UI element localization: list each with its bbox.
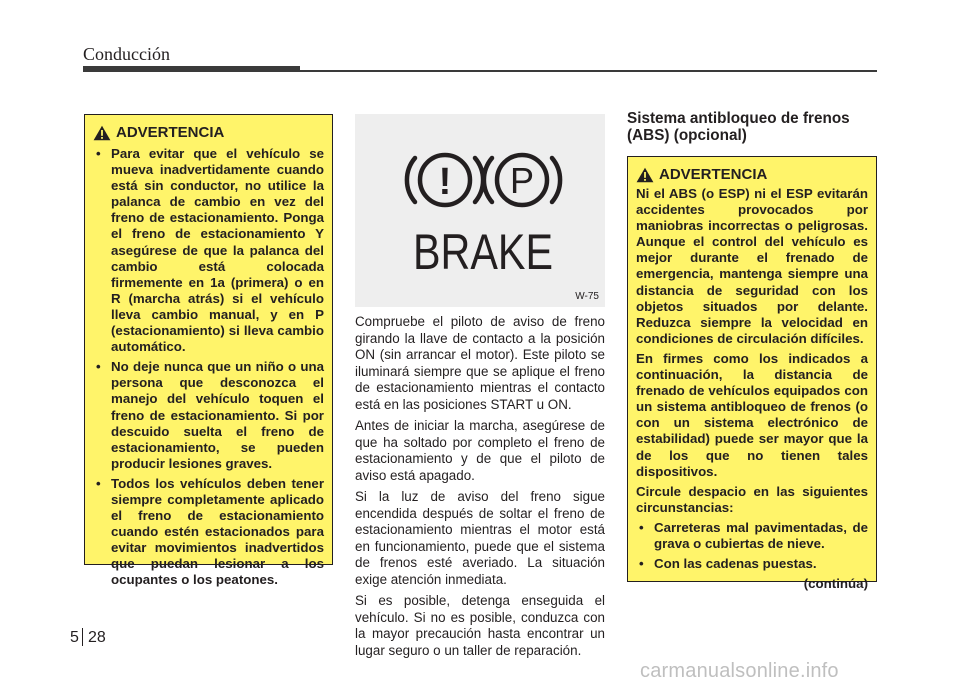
- section-title-line: (ABS) (opcional): [627, 127, 747, 144]
- brake-indicator-icon: [355, 114, 605, 307]
- brake-warning-text: [355, 314, 605, 664]
- warning-heading: [93, 124, 324, 142]
- continued-note: (continúa): [803, 576, 868, 592]
- warning-title: ADVERTENCIA: [659, 166, 768, 183]
- figure-code: W-75: [575, 291, 599, 302]
- chapter-title: Conducción: [83, 44, 170, 64]
- warning-item: • Carreteras mal pavimentadas, de grava o cubiertas de nieve.: [636, 520, 868, 552]
- warning-triangle-icon: [93, 125, 111, 141]
- body-paragraph: Si la luz de aviso del freno sigue encendida después de soltar el freno de estacionamiento mientras el motor está en funcionamiento, puede que el sistema de frenos esté averiado. La situación exige atención inmediata.: [355, 489, 605, 587]
- warning-box-parking: [84, 114, 333, 588]
- brake-label: BRAKE: [413, 224, 553, 280]
- brake-warning-light-figure: [355, 114, 605, 307]
- warning-item: • Todos los vehículos deben tener siempre completamente aplicado el freno de estacionamiento cuando estén estacionados para evitar movimientos inadvertidos que puedan lesionar a los ocupantes o los peatones.: [93, 476, 324, 589]
- warning-title: ADVERTENCIA: [116, 124, 225, 141]
- page-number-divider: [82, 628, 83, 646]
- warning-list: [93, 146, 324, 589]
- body-paragraph: Antes de iniciar la marcha, asegúrese de que ha soltado por completo el freno de estacionamiento y de que el piloto de aviso está apagado.: [355, 418, 605, 483]
- header-rule-thick: [83, 66, 300, 72]
- warning-content: [636, 186, 868, 592]
- watermark: carmanualsonline.info: [640, 660, 839, 682]
- warning-heading: [636, 166, 868, 184]
- exclamation-mark: !: [438, 161, 452, 203]
- warning-paragraph: En firmes como los indicados a continuación, la distancia de frenado de vehículos equipados con un sistema antibloqueo de frenos (o con un sistema electrónico de estabilidad) puede ser mayor que la de los que no tienen tales dispositivos.: [636, 350, 868, 479]
- warning-paragraph: Ni el ABS (o ESP) ni el ESP evitarán accidentes provocados por maniobras incorrectas o peligrosas. Aunque el control del vehículo es mejor durante el frenado de emergencia, mantenga siempre una distancia de seguridad con los objetos situados por delante. Reduzca siempre la velocidad en condiciones de circulación difíciles.: [636, 186, 868, 346]
- warning-item: • Para evitar que el vehículo se mueva inadvertidamente cuando está sin conductor, no utilice la palanca de cambio en vez del freno de estacionamiento. Ponga el freno de estacionamiento Y asegúrese de que la palanca del cambio está colocada firmemente en 1a (primera) o en R (marcha atrás) si el vehículo lleva cambio manual, y en P (estacionamiento) si lleva cambio automático.: [93, 146, 324, 355]
- section-heading-abs: [627, 110, 877, 144]
- body-paragraph: Si es posible, detenga enseguida el vehículo. Si no es posible, conduzca con la mayor precaución hasta encontrar un lugar seguro o un taller de reparación.: [355, 593, 605, 658]
- warning-box-abs: [627, 156, 877, 592]
- header-rule-thin: [300, 70, 877, 72]
- body-paragraph: Compruebe el piloto de aviso de freno girando la llave de contacto a la posición ON (sin arrancar el motor). Este piloto se iluminará siempre que se aplique el freno de estacionamiento mientras el contacto está en las posiciones START u ON.: [355, 314, 605, 412]
- page-number: 28: [88, 629, 106, 646]
- parking-letter: P: [509, 160, 535, 201]
- warning-item: • Con las cadenas puestas.: [636, 556, 868, 572]
- chapter-number: 5: [70, 629, 79, 646]
- warning-triangle-icon: [636, 167, 654, 183]
- warning-paragraph: Circule despacio en las siguientes circunstancias:: [636, 483, 868, 515]
- warning-list: [636, 520, 868, 572]
- warning-item: • No deje nunca que un niño o una persona que desconozca el manejo del vehículo toquen el freno de estacionamiento. Si por descuido suelta el freno de estacionamiento, se pueden producir lesiones graves.: [93, 359, 324, 472]
- section-title-line: Sistema antibloqueo de frenos: [627, 110, 850, 127]
